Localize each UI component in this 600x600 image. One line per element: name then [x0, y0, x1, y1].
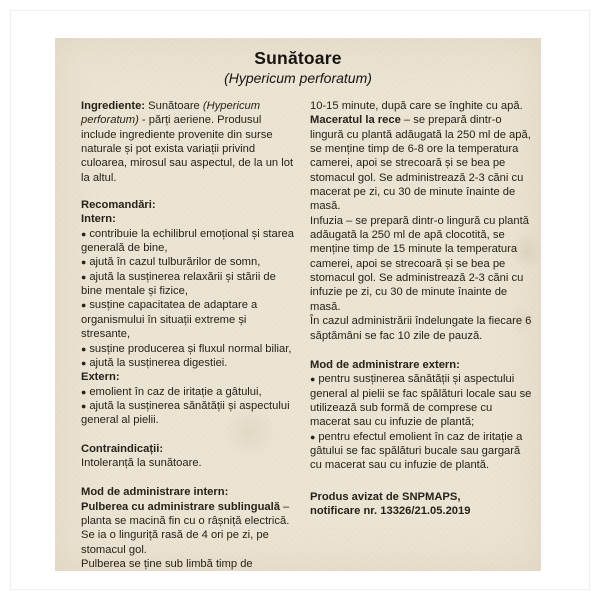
text-run: Intern:: [81, 213, 116, 226]
bullet-icon: ●: [81, 357, 87, 368]
text-run: Sunătoare: [148, 100, 203, 112]
text-run: Intoleranță la sunătoare.: [81, 456, 202, 469]
text-run: contribuie la echilibrul emoțional și starea generală de bine,: [81, 227, 294, 255]
bullet-icon: ●: [81, 300, 87, 311]
paragraph: [310, 430, 533, 473]
paragraph: [310, 99, 533, 113]
paragraph: [81, 342, 294, 356]
paragraph: [81, 356, 294, 370]
paragraph: [81, 399, 294, 428]
text-run: ajută la susținerea digestiei.: [89, 356, 228, 369]
text-run: (Hypericum perforatum): [81, 100, 261, 127]
text-run: Maceratul la rece: [310, 114, 401, 127]
bullet-icon: ●: [81, 228, 87, 239]
paragraph: [81, 212, 294, 226]
text-run: – planta se macină fin cu o râșniță electrică. Se ia o linguriță rasă de 4 ori pe zi, pe stomacul gol.: [81, 500, 290, 556]
text-run: Extern:: [81, 371, 120, 384]
paragraph: [81, 456, 294, 470]
product-latin-name: (Hypericum perforatum): [224, 70, 372, 86]
bullet-icon: ●: [81, 257, 87, 268]
label-body: [55, 87, 541, 571]
bullet-icon: ●: [81, 343, 87, 354]
paragraph: [81, 500, 294, 557]
text-run: Mod de administrare extern:: [310, 358, 460, 371]
product-title: Sunătoare: [254, 48, 342, 68]
right-column: [310, 99, 533, 571]
bullet-icon: ●: [81, 400, 87, 411]
paragraph: [310, 214, 533, 314]
text-run: În cazul administrării îndelungate la fiecare 6 săptămâni se fac 10 zile de pauză.: [310, 315, 532, 342]
paragraph: [81, 557, 294, 571]
bullet-icon: ●: [310, 374, 316, 385]
paragraph: [81, 198, 294, 212]
text-run: Contraindicații:: [81, 442, 164, 455]
paragraph-gap: [81, 185, 294, 198]
paragraph: [310, 358, 533, 372]
paragraph: [81, 442, 294, 456]
paragraph: [310, 372, 533, 429]
text-run: ajută în cazul tulburărilor de somn,: [89, 256, 261, 269]
text-run: ajută la susținerea relaxării și stării de bine mentale și fizice,: [81, 270, 276, 298]
text-run: - părți aeriene. Produsul include ingrediente provenite din surse naturale și pot exista variații privind culoarea, mirosul sau aspectul, de la un lot la altul.: [81, 114, 294, 184]
paragraph: [81, 385, 294, 399]
paragraph: [310, 113, 533, 213]
bullet-icon: ●: [81, 271, 87, 282]
bullet-icon: ●: [310, 431, 316, 442]
paragraph: [81, 485, 294, 499]
paragraph: [81, 227, 294, 256]
text-run: susține capacitatea de adaptare a organismului în situații extreme și stresante,: [81, 299, 258, 341]
paragraph: [310, 504, 533, 518]
paragraph: [310, 490, 533, 504]
photo-frame: [10, 10, 590, 590]
label-header: [55, 38, 541, 87]
text-run: Produs avizat de SNPMAPS,: [310, 490, 461, 503]
paragraph: [81, 298, 294, 341]
text-run: Ingrediente:: [81, 100, 149, 112]
text-run: Recomandări:: [81, 199, 156, 212]
paragraph-gap: [310, 343, 533, 358]
paragraph-gap: [81, 470, 294, 485]
text-run: Mod de administrare intern:: [81, 486, 229, 499]
text-run: Infuzia – se prepară dintr-o lingură cu plantă adăugată la 250 ml de apă clocotită, se menține timp de 15 minute la temperatura camerei, apoi se strecoară și se bea pe stomacul gol. Se administrează 2-3 căni cu infuzie pe zi, cu 30 de minute înainte de masă.: [310, 214, 529, 313]
text-run: ajută la susținerea sănătății și aspectului general al pielii.: [81, 399, 290, 427]
product-label: [55, 38, 541, 571]
text-run: pentru susținerea sănătății și aspectului general al pielii se fac spălături locale sau se utilizează sub formă de comprese cu macerat sau cu infuzie de plantă;: [310, 373, 532, 429]
paragraph-gap: [81, 428, 294, 442]
paragraph: [81, 99, 294, 185]
paragraph: [81, 270, 294, 299]
text-run: – se prepară dintr-o lingură cu plantă adăugată la 250 ml de apă, se menține timp de 6-8 ore la temperatura camerei, apoi se strecoară și se bea pe stomacul gol. Se administrează 2-3 căni cu macerat pe zi, cu 30 de minute înainte de masă.: [310, 114, 531, 213]
text-run: Pulberea cu administrare sublinguală: [81, 500, 280, 513]
paragraph-gap: [310, 473, 533, 490]
text-run: susține producerea și fluxul normal biliar,: [89, 342, 292, 355]
text-run: notificare nr. 13326/21.05.2019: [310, 504, 471, 517]
text-run: pentru efectul emolient în caz de iritație a gâtului se fac spălături bucale sau gargară cu macerat sau cu infuzie de plantă.: [310, 430, 523, 472]
paragraph: [310, 314, 533, 343]
bullet-icon: ●: [81, 386, 87, 397]
text-run: 10-15 minute, după care se înghite cu apă.: [310, 100, 523, 112]
paragraph: [81, 255, 294, 269]
paragraph: [81, 370, 294, 384]
left-column: [81, 99, 294, 571]
text-run: emolient în caz de iritație a gâtului,: [89, 385, 262, 398]
text-run: Pulberea se ține sub limbă timp de: [81, 557, 253, 570]
